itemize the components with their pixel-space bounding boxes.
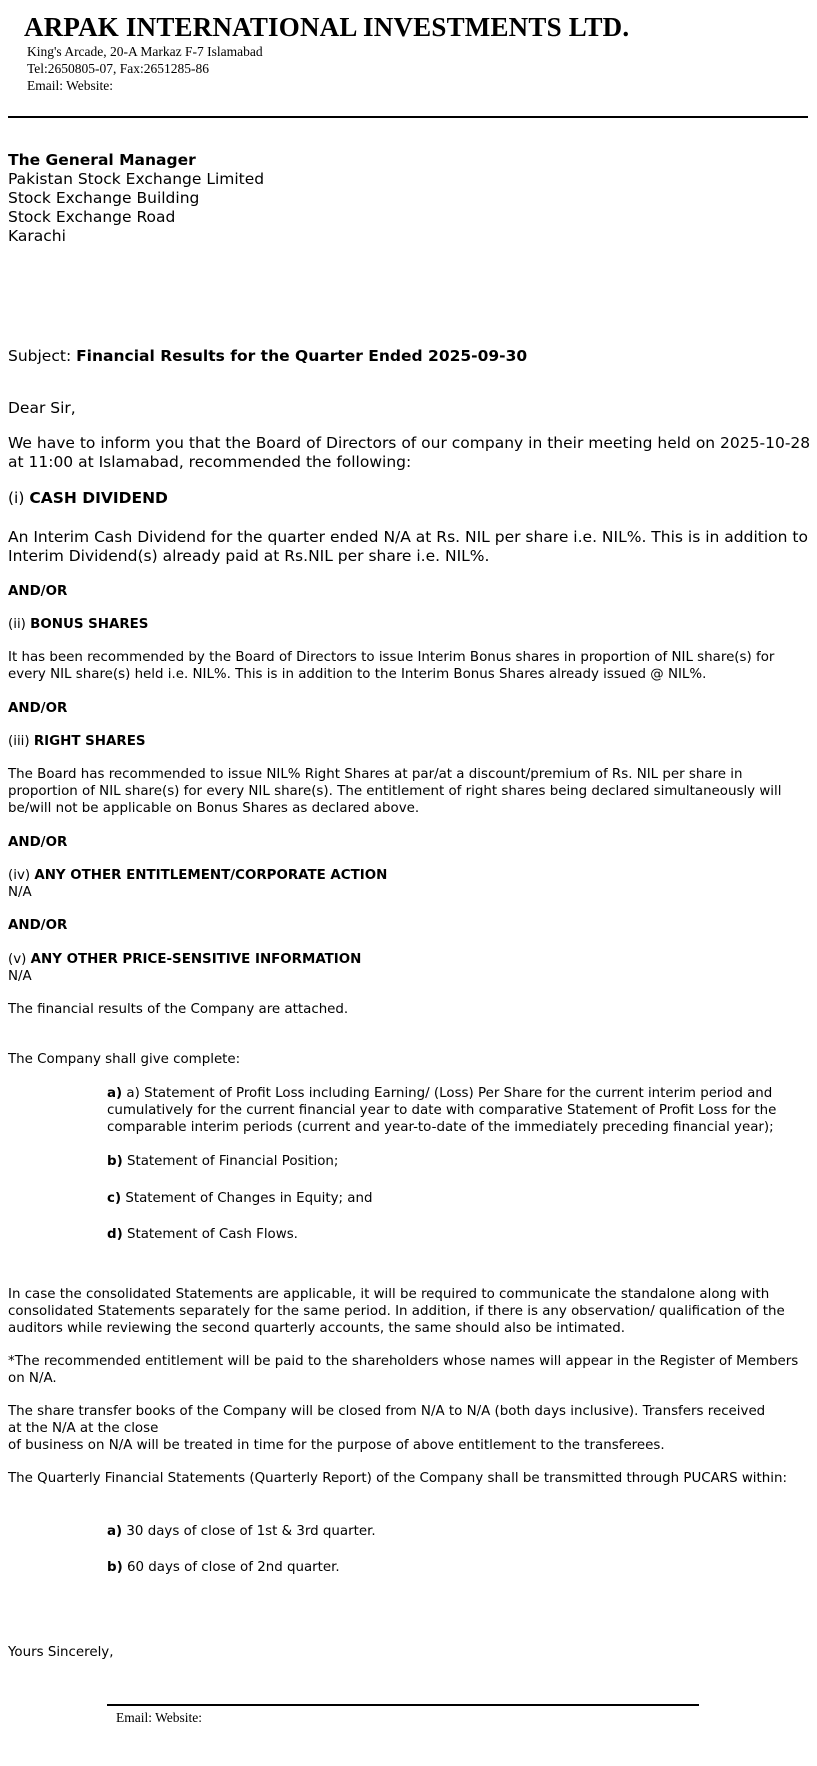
recommended-entitlement-paragraph: *The recommended entitlement will be paid to the shareholders whose names will appear in the Register of Members on N/A.: [8, 1354, 799, 1386]
transmission-marker: b): [107, 1560, 123, 1575]
other-entitlement-title: ANY OTHER ENTITLEMENT/CORPORATE ACTION: [34, 868, 388, 883]
give-complete-text: The Company shall give complete:: [8, 1052, 241, 1067]
price-sensitive-title: ANY OTHER PRICE-SENSITIVE INFORMATION: [30, 952, 362, 967]
cash-dividend-text: An Interim Cash Dividend for the quarter ended N/A at Rs. NIL per share i.e. NIL%. This is in addition to Interim Dividend(s) already paid at Rs.NIL per share i.e. NIL%.: [8, 528, 808, 565]
salutation: Dear Sir,: [8, 399, 76, 417]
footer-email-website: Email: Website:: [116, 1710, 203, 1725]
statement-text: Statement of Financial Position;: [122, 1154, 339, 1169]
right-shares-heading: [8, 733, 145, 750]
transmission-item: [107, 1559, 807, 1576]
cash-dividend-heading: [8, 489, 168, 508]
andor-label: AND/OR: [8, 701, 68, 716]
right-shares-prefix: (iii): [8, 734, 34, 749]
statement-item: [107, 1153, 807, 1170]
statement-text: Statement of Cash Flows.: [122, 1227, 298, 1242]
company-email-website: Email: Website:: [27, 78, 114, 93]
header-divider: [8, 116, 808, 118]
footer-divider: [107, 1704, 699, 1706]
recipient-line: Pakistan Stock Exchange Limited: [8, 170, 265, 188]
right-shares-title: RIGHT SHARES: [33, 734, 146, 749]
bonus-shares-title: BONUS SHARES: [30, 617, 149, 632]
other-entitlement-heading: [8, 867, 387, 884]
andor-label: AND/OR: [8, 584, 68, 599]
recipient-title: The General Manager: [8, 151, 196, 169]
closing-text: Yours Sincerely,: [8, 1645, 114, 1660]
statement-item: [107, 1226, 807, 1243]
transmission-text: 30 days of close of 1st & 3rd quarter.: [122, 1524, 376, 1539]
cash-dividend-title: CASH DIVIDEND: [29, 489, 168, 507]
company-phone-fax: Tel:2650805-07, Fax:2651285-86: [27, 61, 210, 76]
statement-text: a) Statement of Profit Loss including Earning/ (Loss) Per Share for the current interim period and cumulatively for the current financial year to date with comparative Statement of Profit Loss for the comparable interim periods (current and year-to-date of the immediately preceding financial year);: [107, 1086, 777, 1135]
statement-marker: c): [107, 1191, 122, 1206]
cash-dividend-prefix: (i): [8, 489, 30, 507]
recipient-line: Karachi: [8, 227, 66, 245]
share-transfer-line: of business on N/A will be treated in time for the purpose of above entitlement to the transferees.: [8, 1438, 665, 1453]
price-sensitive-value: N/A: [8, 969, 32, 984]
quarterly-report-paragraph: The Quarterly Financial Statements (Quarterly Report) of the Company shall be transmitted through PUCARS within:: [8, 1471, 787, 1486]
transmission-marker: a): [107, 1524, 123, 1539]
consolidated-paragraph: In case the consolidated Statements are applicable, it will be required to communicate the standalone along with consolidated Statements separately for the same period. In addition, if there is any observation/ qualification of the auditors while reviewing the second quarterly accounts, the same should also be intimated.: [8, 1287, 785, 1336]
share-transfer-line: The share transfer books of the Company will be closed from N/A to N/A (both days inclusive). Transfers received: [8, 1404, 766, 1419]
company-name: ARPAK INTERNATIONAL INVESTMENTS LTD.: [24, 12, 630, 42]
statement-marker: a): [107, 1086, 123, 1101]
results-attached-text: The financial results of the Company are attached.: [8, 1002, 349, 1017]
other-entitlement-value: N/A: [8, 885, 32, 900]
recipient-line: Stock Exchange Building: [8, 189, 200, 207]
andor-label: AND/OR: [8, 835, 68, 850]
statement-text: Statement of Changes in Equity; and: [121, 1191, 373, 1206]
statement-marker: d): [107, 1227, 123, 1242]
bonus-shares-heading: [8, 616, 148, 633]
andor-label: AND/OR: [8, 918, 68, 933]
share-transfer-line: at the N/A at the close: [8, 1421, 159, 1436]
subject-text: Financial Results for the Quarter Ended 2025-09-30: [76, 347, 528, 365]
statement-marker: b): [107, 1154, 123, 1169]
right-shares-text: The Board has recommended to issue NIL% Right Shares at par/at a discount/premium of Rs. NIL per share in proportion of NIL share(s) for every NIL share(s). The entitlement of right shares being declared simultaneously will be/will not be applicable on Bonus Shares as declared above.: [8, 767, 782, 816]
intro-paragraph: We have to inform you that the Board of Directors of our company in their meeting held on 2025-10-28 at 11:00 at Islamabad, recommended the following:: [8, 434, 811, 471]
price-sensitive-prefix: (v): [8, 952, 31, 967]
recipient-line: Stock Exchange Road: [8, 208, 176, 226]
company-address: King's Arcade, 20-A Markaz F-7 Islamabad: [27, 44, 263, 59]
subject-label: Subject:: [8, 347, 77, 365]
other-entitlement-prefix: (iv): [8, 868, 35, 883]
transmission-text: 60 days of close of 2nd quarter.: [122, 1560, 340, 1575]
price-sensitive-heading: [8, 951, 361, 968]
bonus-shares-text: It has been recommended by the Board of Directors to issue Interim Bonus shares in proportion of NIL share(s) for every NIL share(s) held i.e. NIL%. This is in addition to the Interim Bonus Shares already issued @ NIL%.: [8, 650, 775, 682]
transmission-item: [107, 1523, 807, 1540]
subject-line: [8, 347, 527, 366]
statement-item: [107, 1085, 807, 1136]
bonus-shares-prefix: (ii): [8, 617, 31, 632]
statement-item: [107, 1190, 807, 1207]
